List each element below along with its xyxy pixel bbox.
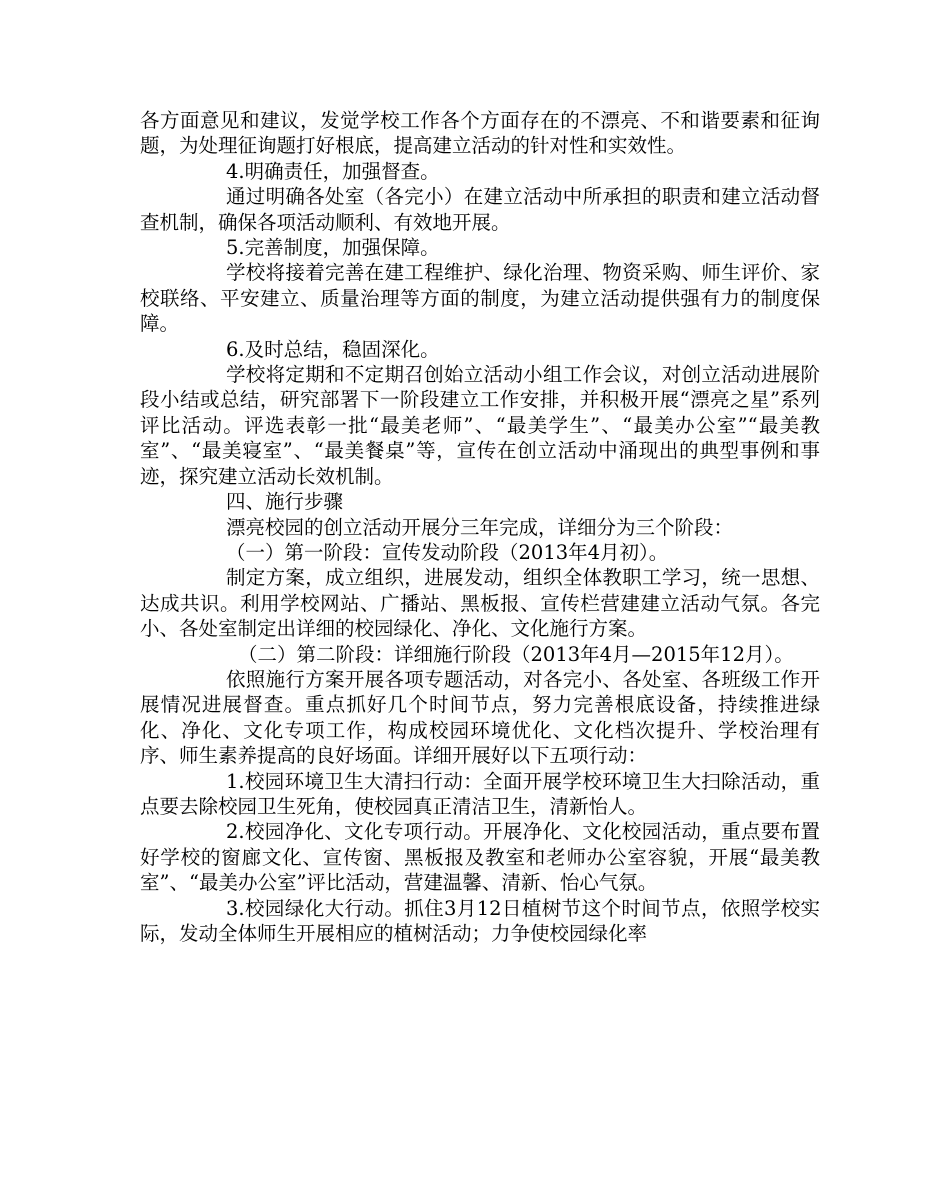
heading-6: 6.及时总结，稳固深化。 [226,337,440,361]
paragraph-5: 漂亮校园的创立活动开展分三年完成，详细分为三个阶段： [226,515,734,539]
action-1: 1.校园环境卫生大清扫行动：全面开展学校环境卫生大扫除活动，重点要去除校园卫生死角，使校园真正清洁卫生，清新怡人。 [140,769,820,818]
paragraph-4: 学校将定期和不定期召创始立活动小组工作会议，对创立活动进展阶段小结或总结，研究部署下一阶段建立工作安排，并积极开展“漂亮之星”系列评比活动。评选表彰一批“最美老师”、“最美学生”、“最美办公室”“最美教室”、“最美寝室”、“最美餐桌”等，宣传在创立活动中涌现出的典型事例和事迹，探究建立活动长效机制。 [140,363,820,488]
heading-4: 4.明确责任，加强督查。 [226,159,440,183]
action-3: 3.校园绿化大行动。抓住3月12日植树节这个时间节点，依照学校实际，发动全体师生开展相应的植树活动；力争使校园绿化率 [140,896,820,945]
heading-5: 5.完善制度，加强保障。 [226,236,440,260]
document-page [140,108,820,946]
paragraph-7: 依照施行方案开展各项专题活动，对各完小、各处室、各班级工作开展情况进展督查。重点抓好几个时间节点，努力完善根底设备，持续推进绿化、净化、文化专项工作，构成校园环境优化、文化档次提升、学校治理有序、师生素养提高的良好场面。详细开展好以下五项行动： [140,667,820,768]
paragraph-1: 各方面意见和建议，发觉学校工作各个方面存在的不漂亮、不和谐要素和征询题，为处理征询题打好根底，提高建立活动的针对性和实效性。 [140,109,820,158]
paragraph-6: 制定方案，成立组织，进展发动，组织全体教职工学习，统一思想、达成共识。利用学校网站、广播站、黑板报、宣传栏营建建立活动气氛。各完小、各处室制定出详细的校园绿化、净化、文化施行方案。 [140,566,820,641]
paragraph-3: 学校将接着完善在建工程维护、绿化治理、物资采购、师生评价、家校联络、平安建立、质量治理等方面的制度，为建立活动提供强有力的制度保障。 [140,261,820,336]
paragraph-2: 通过明确各处室（各完小）在建立活动中所承担的职责和建立活动督查机制，确保各项活动顺利、有效地开展。 [140,185,820,234]
stage-1-heading: （一）第一阶段：宣传发动阶段（2013年4月初）。 [226,540,669,564]
action-2: 2.校园净化、文化专项行动。开展净化、文化校园活动，重点要布置好学校的窗廊文化、宣传窗、黑板报及教室和老师办公室容貌，开展“最美教室”、“最美办公室”评比活动，营建温馨、清新、怡心气氛。 [140,820,820,895]
stage-2-heading: （二）第二阶段：详细施行阶段（2013年4月—2015年12月）。 [238,642,794,666]
section-heading-steps: 四、施行步骤 [226,490,344,514]
